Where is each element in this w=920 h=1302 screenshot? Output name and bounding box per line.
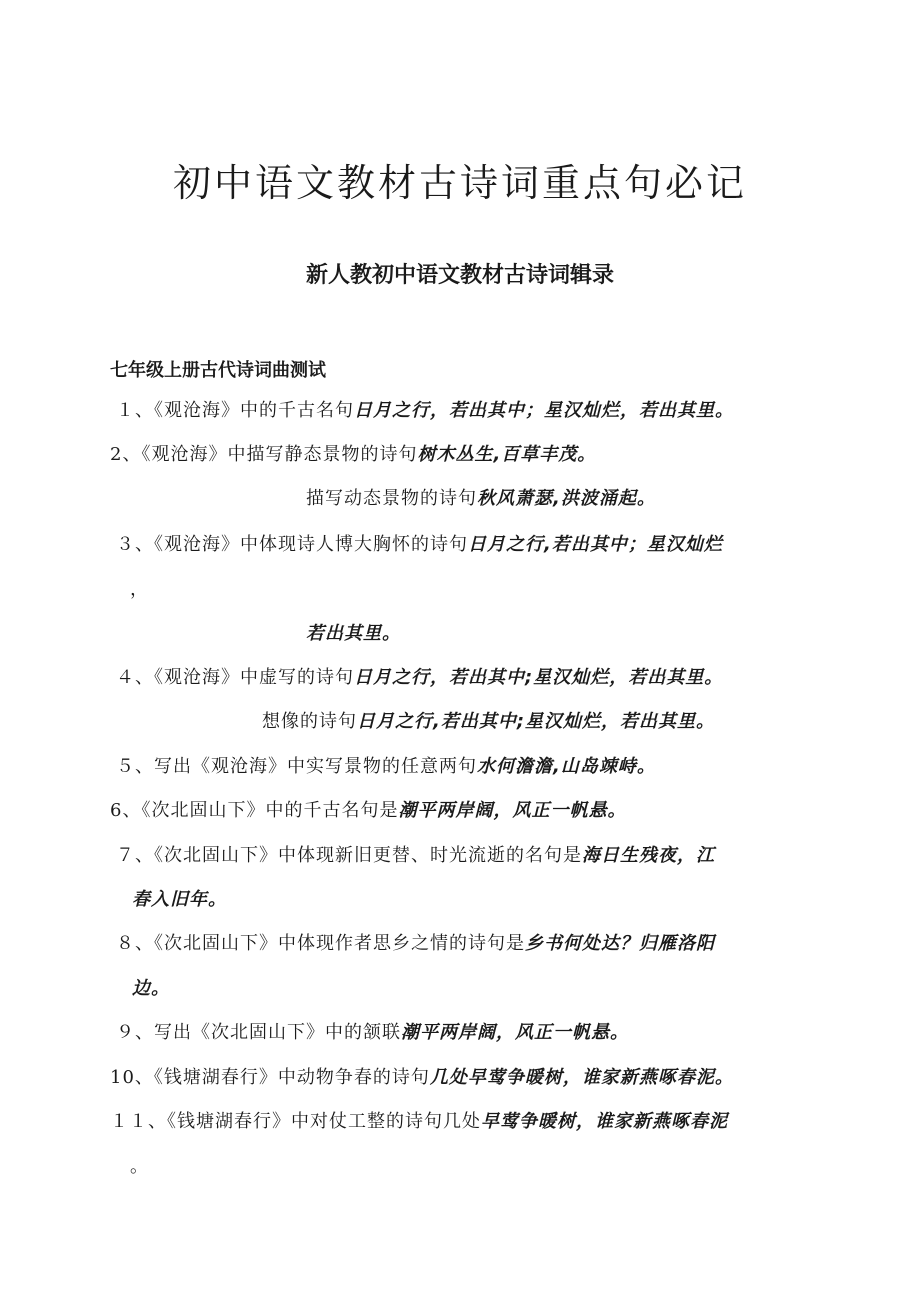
item-8 — [116, 932, 715, 956]
item-3-comma — [130, 578, 149, 602]
item-answer: 乡书何处达？归雁洛阳 — [525, 933, 715, 954]
item-11-period — [130, 1155, 149, 1179]
item-9 — [116, 1021, 629, 1045]
item-answer: 边。 — [132, 978, 170, 999]
document-subtitle: 新人教初中语文教材古诗词辑录 — [305, 263, 614, 288]
document-title: 初中语文教材古诗词重点句必记 — [172, 161, 747, 205]
item-punctuation: 。 — [130, 1156, 149, 1177]
item-question: 想像的诗句 — [262, 711, 357, 732]
item-answer: 几处早莺争暖树，谁家新燕啄春泥。 — [429, 1067, 734, 1088]
item-6 — [110, 799, 626, 823]
item-answer: 潮平两岸阔，风正一帆悬。 — [401, 1022, 629, 1043]
item-answer: 早莺争暖树，谁家新燕啄春泥 — [481, 1111, 728, 1132]
item-answer: 春入旧年。 — [132, 889, 227, 910]
item-question: ８、《次北固山下》中体现作者思乡之情的诗句是 — [116, 933, 525, 954]
item-answer: 日月之行，若出其中；星汉灿烂，若出其里。 — [354, 400, 734, 421]
item-question: 描写动态景物的诗句 — [306, 488, 477, 509]
item-answer: 海日生残夜，江 — [582, 845, 715, 866]
item-question: ４、《观沧海》中虚写的诗句 — [116, 667, 354, 688]
item-3-continued — [306, 622, 401, 646]
item-7 — [116, 844, 715, 868]
item-question: １、《观沧海》中的千古名句 — [116, 400, 354, 421]
item-answer: 若出其里。 — [306, 623, 401, 644]
item-question: 6、《次北固山下》中的千古名句是 — [110, 800, 399, 821]
item-4-continued — [262, 710, 715, 734]
item-answer: 水何澹澹,山岛竦峙。 — [477, 756, 656, 777]
item-answer: 日月之行,若出其中；星汉灿烂 — [468, 534, 723, 555]
item-answer: 潮平两岸阔，风正一帆悬。 — [398, 800, 627, 821]
item-4 — [116, 666, 723, 690]
item-1 — [116, 399, 734, 423]
item-3 — [116, 533, 723, 557]
item-8-continued — [132, 977, 170, 1001]
item-answer: 日月之行，若出其中;星汉灿烂，若出其里。 — [354, 667, 724, 688]
item-11 — [110, 1110, 728, 1134]
item-question: ３、《观沧海》中体现诗人博大胸怀的诗句 — [116, 534, 468, 555]
section-heading: 七年级上册古代诗词曲测试 — [110, 360, 326, 381]
item-question: 2、《观沧海》中描写静态景物的诗句 — [110, 444, 418, 465]
item-answer: 日月之行,若出其中;星汉灿烂，若出其里。 — [357, 711, 716, 732]
item-answer: 秋风萧瑟,洪波涌起。 — [477, 488, 656, 509]
item-2-continued — [306, 487, 656, 511]
item-question: ７、《次北固山下》中体现新旧更替、时光流逝的名句是 — [116, 845, 582, 866]
item-question: ５、写出《观沧海》中实写景物的任意两句 — [116, 756, 477, 777]
item-2 — [110, 443, 596, 467]
item-question: １１、《钱塘湖春行》中对仗工整的诗句几处 — [110, 1111, 481, 1132]
item-punctuation: ， — [130, 579, 149, 600]
item-10 — [110, 1066, 734, 1090]
item-5 — [116, 755, 656, 779]
item-answer: 树木丛生,百草丰茂。 — [417, 444, 597, 465]
item-question: 10、《钱塘湖春行》中动物争春的诗句 — [110, 1067, 430, 1088]
item-7-continued — [132, 888, 227, 912]
item-question: ９、写出《次北固山下》中的颔联 — [116, 1022, 401, 1043]
